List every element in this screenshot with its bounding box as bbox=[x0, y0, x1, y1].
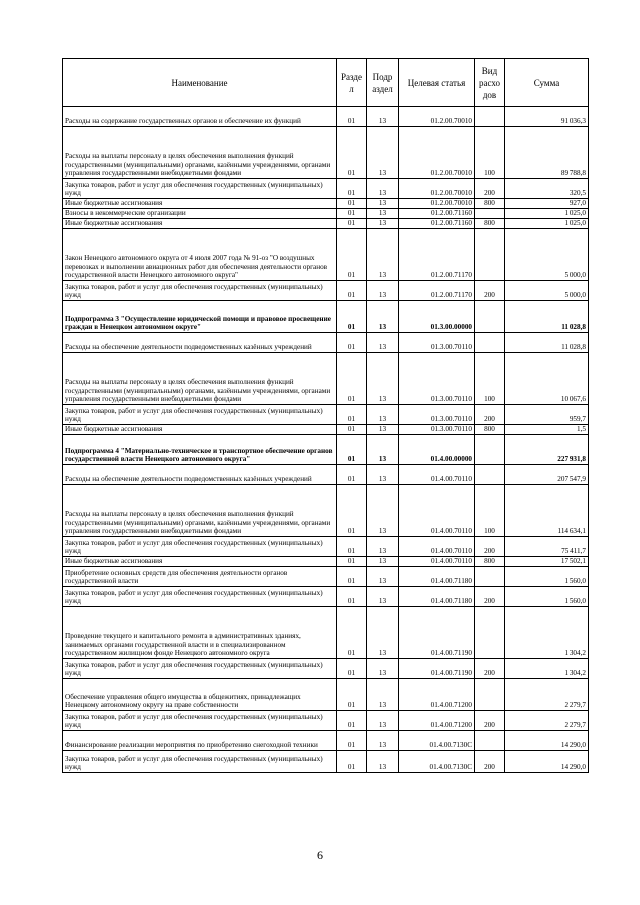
row-type bbox=[475, 229, 505, 281]
row-subsection: 13 bbox=[367, 731, 399, 751]
table-row bbox=[63, 333, 589, 353]
row-amount: 1 025,0 bbox=[505, 209, 589, 219]
row-subsection: 13 bbox=[367, 333, 399, 353]
table-row bbox=[63, 731, 589, 751]
row-amount: 1 560,0 bbox=[505, 567, 589, 587]
row-type: 800 bbox=[475, 425, 505, 435]
row-type: 200 bbox=[475, 587, 505, 607]
row-name: Закупка товаров, работ и услуг для обеспечения государственных (муниципальных) нужд bbox=[63, 711, 337, 731]
row-amount: 11 028,8 bbox=[505, 301, 589, 333]
header-amount: Сумма bbox=[505, 59, 589, 107]
row-name: Закупка товаров, работ и услуг для обеспечения государственных (муниципальных) нужд bbox=[63, 659, 337, 679]
row-target: 01.3.00.70110 bbox=[399, 333, 475, 353]
row-type bbox=[475, 567, 505, 587]
table-row bbox=[63, 587, 589, 607]
row-amount: 2 279,7 bbox=[505, 711, 589, 731]
row-type bbox=[475, 333, 505, 353]
row-name: Расходы на выплаты персоналу в целях обеспечения выполнения функций государственными (муниципальными) органами, казёнными учреждениями, органами управления государственными внебюджетными фондами bbox=[63, 127, 337, 179]
row-type bbox=[475, 435, 505, 465]
row-subsection: 13 bbox=[367, 465, 399, 485]
table-row bbox=[63, 607, 589, 659]
row-target: 01.3.00.70110 bbox=[399, 405, 475, 425]
row-type: 200 bbox=[475, 751, 505, 773]
row-subsection: 13 bbox=[367, 107, 399, 127]
row-subsection: 13 bbox=[367, 405, 399, 425]
row-section: 01 bbox=[337, 199, 367, 209]
row-amount: 14 290,0 bbox=[505, 731, 589, 751]
row-amount: 114 634,1 bbox=[505, 485, 589, 537]
row-subsection: 13 bbox=[367, 281, 399, 301]
row-name: Приобретение основных средств для обеспечения деятельности органов государственной власти bbox=[63, 567, 337, 587]
row-name: Закон Ненецкого автономного округа от 4 июля 2007 года № 91-оз "О воздушных перевозках и выполнении авиационных работ для обеспечения деятельности органов государственной власти Ненецкого автономного округа" bbox=[63, 229, 337, 281]
row-subsection: 13 bbox=[367, 711, 399, 731]
header-type: Вид расхо дов bbox=[475, 59, 505, 107]
row-target: 01.2.00.71160 bbox=[399, 219, 475, 229]
row-section: 01 bbox=[337, 731, 367, 751]
row-section: 01 bbox=[337, 679, 367, 711]
row-section: 01 bbox=[337, 751, 367, 773]
row-type bbox=[475, 679, 505, 711]
header-target: Целевая статья bbox=[399, 59, 475, 107]
row-type: 200 bbox=[475, 537, 505, 557]
row-subsection: 13 bbox=[367, 679, 399, 711]
table-row bbox=[63, 229, 589, 281]
row-name: Подпрограмма 3 "Осуществление юридической помощи и правовое просвещение граждан в Ненецком автономном округе" bbox=[63, 301, 337, 333]
row-amount: 75 411,7 bbox=[505, 537, 589, 557]
row-amount: 1 025,0 bbox=[505, 219, 589, 229]
budget-table bbox=[62, 58, 589, 773]
table-row bbox=[63, 301, 589, 333]
row-name: Расходы на содержание государственных органов и обеспечение их функций bbox=[63, 107, 337, 127]
row-amount: 1,5 bbox=[505, 425, 589, 435]
row-type: 100 bbox=[475, 127, 505, 179]
row-type bbox=[475, 107, 505, 127]
header-section: Разде л bbox=[337, 59, 367, 107]
row-type: 200 bbox=[475, 179, 505, 199]
row-amount: 2 279,7 bbox=[505, 679, 589, 711]
row-target: 01.4.00.00000 bbox=[399, 435, 475, 465]
table-row bbox=[63, 465, 589, 485]
row-type: 200 bbox=[475, 711, 505, 731]
row-name: Расходы на обеспечение деятельности подведомственных казённых учреждений bbox=[63, 333, 337, 353]
row-subsection: 13 bbox=[367, 209, 399, 219]
row-section: 01 bbox=[337, 179, 367, 199]
row-name: Взносы в некоммерческие организации bbox=[63, 209, 337, 219]
row-target: 01.3.00.70110 bbox=[399, 353, 475, 405]
row-section: 01 bbox=[337, 711, 367, 731]
table-row bbox=[63, 209, 589, 219]
row-section: 01 bbox=[337, 557, 367, 567]
row-section: 01 bbox=[337, 537, 367, 557]
row-section: 01 bbox=[337, 485, 367, 537]
row-amount: 10 067,6 bbox=[505, 353, 589, 405]
row-section: 01 bbox=[337, 301, 367, 333]
row-name: Закупка товаров, работ и услуг для обеспечения государственных (муниципальных) нужд bbox=[63, 281, 337, 301]
row-name: Обеспечение управления общего имущества в общежитиях, принадлежащих Ненецкому автономному округу на праве собственности bbox=[63, 679, 337, 711]
row-subsection: 13 bbox=[367, 659, 399, 679]
row-target: 01.2.00.70010 bbox=[399, 107, 475, 127]
row-amount: 14 290,0 bbox=[505, 751, 589, 773]
row-subsection: 13 bbox=[367, 127, 399, 179]
row-target: 01.4.00.7130С bbox=[399, 731, 475, 751]
table-row bbox=[63, 107, 589, 127]
row-amount: 207 547,9 bbox=[505, 465, 589, 485]
row-subsection: 13 bbox=[367, 199, 399, 209]
table-row bbox=[63, 751, 589, 773]
table-row bbox=[63, 557, 589, 567]
row-amount: 927,0 bbox=[505, 199, 589, 209]
row-name: Расходы на выплаты персоналу в целях обеспечения выполнения функций государственными (муниципальными) органами, казёнными учреждениями, органами управления государственными внебюджетными фондами bbox=[63, 353, 337, 405]
row-name: Закупка товаров, работ и услуг для обеспечения государственных (муниципальных) нужд bbox=[63, 537, 337, 557]
row-name: Закупка товаров, работ и услуг для обеспечения государственных (муниципальных) нужд bbox=[63, 587, 337, 607]
row-subsection: 13 bbox=[367, 353, 399, 405]
row-amount: 227 931,8 bbox=[505, 435, 589, 465]
row-subsection: 13 bbox=[367, 179, 399, 199]
row-target: 01.3.00.70110 bbox=[399, 425, 475, 435]
row-type: 100 bbox=[475, 353, 505, 405]
row-section: 01 bbox=[337, 281, 367, 301]
table-row bbox=[63, 405, 589, 425]
row-amount: 1 560,0 bbox=[505, 587, 589, 607]
row-target: 01.4.00.70110 bbox=[399, 485, 475, 537]
row-type: 200 bbox=[475, 659, 505, 679]
row-target: 01.4.00.70110 bbox=[399, 557, 475, 567]
row-target: 01.3.00.00000 bbox=[399, 301, 475, 333]
row-amount: 959,7 bbox=[505, 405, 589, 425]
row-amount: 1 304,2 bbox=[505, 607, 589, 659]
table-row bbox=[63, 179, 589, 199]
row-type bbox=[475, 301, 505, 333]
row-type: 200 bbox=[475, 281, 505, 301]
row-section: 01 bbox=[337, 607, 367, 659]
row-type: 800 bbox=[475, 199, 505, 209]
row-type bbox=[475, 607, 505, 659]
budget-table-sheet bbox=[62, 58, 588, 773]
row-subsection: 13 bbox=[367, 587, 399, 607]
row-target: 01.4.00.71200 bbox=[399, 679, 475, 711]
table-row bbox=[63, 567, 589, 587]
row-name: Иные бюджетные ассигнования bbox=[63, 557, 337, 567]
row-target: 01.4.00.71180 bbox=[399, 567, 475, 587]
row-target: 01.2.00.71160 bbox=[399, 209, 475, 219]
row-section: 01 bbox=[337, 659, 367, 679]
row-amount: 89 788,8 bbox=[505, 127, 589, 179]
row-type: 800 bbox=[475, 557, 505, 567]
table-row bbox=[63, 659, 589, 679]
row-name: Проведение текущего и капитального ремонта в административных зданиях, занимаемых органами государственной власти и в специализированном государственном жилищном фонде Ненецкого автономного округа bbox=[63, 607, 337, 659]
row-target: 01.4.00.71190 bbox=[399, 659, 475, 679]
row-section: 01 bbox=[337, 353, 367, 405]
table-row bbox=[63, 199, 589, 209]
row-target: 01.2.00.71170 bbox=[399, 281, 475, 301]
table-row bbox=[63, 485, 589, 537]
row-target: 01.2.00.70010 bbox=[399, 127, 475, 179]
row-section: 01 bbox=[337, 229, 367, 281]
row-target: 01.4.00.71200 bbox=[399, 711, 475, 731]
row-name: Иные бюджетные ассигнования bbox=[63, 199, 337, 209]
row-target: 01.4.00.71190 bbox=[399, 607, 475, 659]
row-type bbox=[475, 209, 505, 219]
row-subsection: 13 bbox=[367, 607, 399, 659]
table-row bbox=[63, 281, 589, 301]
row-target: 01.2.00.71170 bbox=[399, 229, 475, 281]
row-name: Финансирование реализации мероприятия по приобретению снегоходной техники bbox=[63, 731, 337, 751]
row-target: 01.2.00.70010 bbox=[399, 199, 475, 209]
table-row bbox=[63, 679, 589, 711]
row-subsection: 13 bbox=[367, 229, 399, 281]
row-section: 01 bbox=[337, 127, 367, 179]
row-name: Закупка товаров, работ и услуг для обеспечения государственных (муниципальных) нужд bbox=[63, 405, 337, 425]
row-target: 01.4.00.70110 bbox=[399, 465, 475, 485]
row-name: Расходы на выплаты персоналу в целях обеспечения выполнения функций государственными (муниципальными) органами, казёнными учреждениями, органами управления государственными внебюджетными фондами bbox=[63, 485, 337, 537]
row-section: 01 bbox=[337, 209, 367, 219]
row-type: 200 bbox=[475, 405, 505, 425]
row-type: 100 bbox=[475, 485, 505, 537]
row-name: Подпрограмма 4 "Материально-техническое и транспортное обеспечение органов государственной власти Ненецкого автономного округа" bbox=[63, 435, 337, 465]
row-subsection: 13 bbox=[367, 435, 399, 465]
row-section: 01 bbox=[337, 567, 367, 587]
row-section: 01 bbox=[337, 107, 367, 127]
table-row bbox=[63, 353, 589, 405]
row-name: Расходы на обеспечение деятельности подведомственных казённых учреждений bbox=[63, 465, 337, 485]
row-subsection: 13 bbox=[367, 301, 399, 333]
row-amount: 91 036,3 bbox=[505, 107, 589, 127]
row-name: Закупка товаров, работ и услуг для обеспечения государственных (муниципальных) нужд bbox=[63, 179, 337, 199]
row-subsection: 13 bbox=[367, 751, 399, 773]
table-row bbox=[63, 537, 589, 557]
row-name: Закупка товаров, работ и услуг для обеспечения государственных (муниципальных) нужд bbox=[63, 751, 337, 773]
row-amount: 5 000,0 bbox=[505, 281, 589, 301]
header-subsection: Подр аздел bbox=[367, 59, 399, 107]
table-row bbox=[63, 425, 589, 435]
header-row bbox=[63, 59, 589, 107]
row-section: 01 bbox=[337, 405, 367, 425]
row-subsection: 13 bbox=[367, 557, 399, 567]
row-amount: 5 000,0 bbox=[505, 229, 589, 281]
row-section: 01 bbox=[337, 435, 367, 465]
table-row bbox=[63, 435, 589, 465]
table-row bbox=[63, 711, 589, 731]
row-target: 01.2.00.70010 bbox=[399, 179, 475, 199]
row-target: 01.4.00.7130С bbox=[399, 751, 475, 773]
row-section: 01 bbox=[337, 425, 367, 435]
row-subsection: 13 bbox=[367, 425, 399, 435]
row-subsection: 13 bbox=[367, 537, 399, 557]
table-row bbox=[63, 219, 589, 229]
table-row bbox=[63, 127, 589, 179]
row-amount: 320,5 bbox=[505, 179, 589, 199]
page-number: 6 bbox=[317, 848, 323, 862]
row-subsection: 13 bbox=[367, 567, 399, 587]
row-subsection: 13 bbox=[367, 485, 399, 537]
row-name: Иные бюджетные ассигнования bbox=[63, 219, 337, 229]
row-type: 800 bbox=[475, 219, 505, 229]
row-amount: 17 502,1 bbox=[505, 557, 589, 567]
row-name: Иные бюджетные ассигнования bbox=[63, 425, 337, 435]
row-section: 01 bbox=[337, 465, 367, 485]
row-section: 01 bbox=[337, 219, 367, 229]
row-section: 01 bbox=[337, 333, 367, 353]
row-subsection: 13 bbox=[367, 219, 399, 229]
header-name: Наименование bbox=[63, 59, 337, 107]
row-section: 01 bbox=[337, 587, 367, 607]
row-target: 01.4.00.71180 bbox=[399, 587, 475, 607]
row-type bbox=[475, 731, 505, 751]
row-target: 01.4.00.70110 bbox=[399, 537, 475, 557]
row-amount: 1 304,2 bbox=[505, 659, 589, 679]
row-amount: 11 028,8 bbox=[505, 333, 589, 353]
row-type bbox=[475, 465, 505, 485]
